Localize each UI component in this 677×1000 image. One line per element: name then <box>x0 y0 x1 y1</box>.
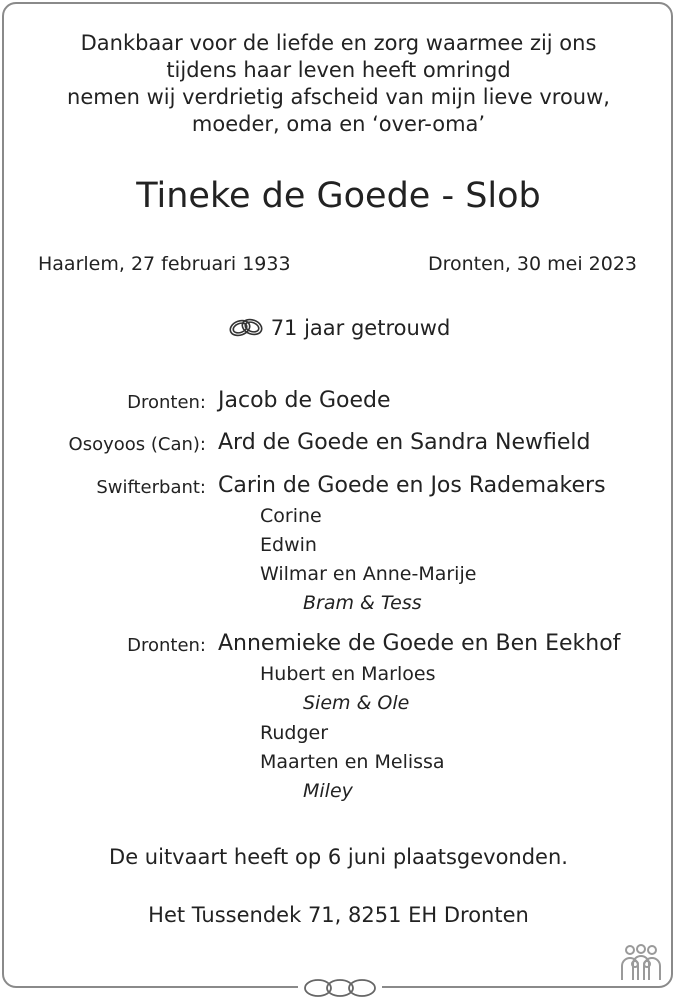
intro-line: nemen wij verdrietig afscheid van mijn lieve vrouw, <box>67 85 610 109</box>
family-name: Ard de Goede en Sandra Newfield <box>218 430 591 455</box>
intro-line: Dankbaar voor de liefde en zorg waarmee zij ons <box>80 31 597 55</box>
family-location: Osoyoos (Can): <box>68 434 206 455</box>
married-text: 71 jaar getrouwd <box>270 316 451 340</box>
child-name: Maarten en Melissa <box>260 751 445 773</box>
child-name: Hubert en Marloes <box>260 663 436 685</box>
child-name: Edwin <box>260 534 317 556</box>
family-location: Dronten: <box>127 635 206 656</box>
family-name: Jacob de Goede <box>218 388 391 413</box>
rings-ornament-icon <box>298 976 382 1000</box>
grandchild-name: Miley <box>303 780 353 802</box>
people-group-icon <box>618 944 664 984</box>
family-location: Swifterbant: <box>96 477 206 498</box>
deceased-name: Tineke de Goede - Slob <box>136 176 541 216</box>
intro-line: moeder, oma en ‘over-oma’ <box>191 112 486 136</box>
grandchild-name: Siem & Ole <box>303 692 410 714</box>
child-name: Corine <box>260 505 322 527</box>
family-location: Dronten: <box>127 392 206 413</box>
married-line <box>0 316 677 340</box>
intro-text <box>0 30 677 138</box>
death-place-date: Dronten, 30 mei 2023 <box>427 253 637 275</box>
family-name: Carin de Goede en Jos Rademakers <box>218 473 606 498</box>
intro-line: tijdens haar leven heeft omringd <box>166 58 511 82</box>
wedding-rings-icon <box>227 316 265 338</box>
grandchild-name: Bram & Tess <box>303 592 422 614</box>
child-name: Wilmar en Anne-Marije <box>260 563 477 585</box>
address: Het Tussendek 71, 8251 EH Dronten <box>148 903 529 927</box>
child-name: Rudger <box>260 722 329 744</box>
family-name: Annemieke de Goede en Ben Eekhof <box>218 631 621 656</box>
funeral-note: De uitvaart heeft op 6 juni plaatsgevonden. <box>109 845 568 869</box>
birth-place-date: Haarlem, 27 februari 1933 <box>38 253 291 275</box>
